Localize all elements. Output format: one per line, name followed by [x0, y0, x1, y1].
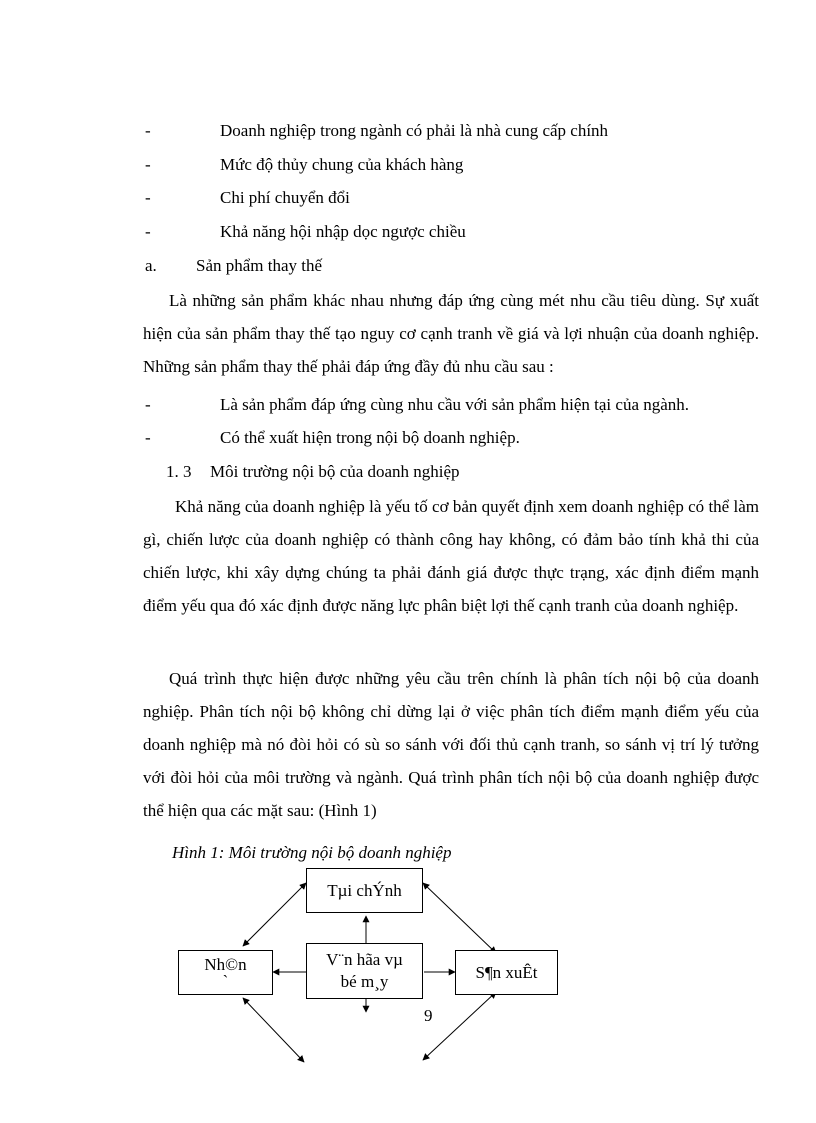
arrow-top-left — [243, 883, 306, 946]
section-a-title: Sản phẩm thay thế — [196, 256, 323, 275]
bullet-dash: - — [145, 395, 151, 414]
box-culture-organization — [306, 943, 423, 999]
bullet-dash: - — [145, 428, 151, 447]
arrow-bottom-right — [423, 992, 496, 1060]
box-finance-label: Tµi chÝnh — [327, 880, 402, 900]
figure-caption: Hình 1: Môi trường nội bộ doanh nghiệp — [172, 843, 452, 862]
paragraph-substitute-products: Là những sản phẩm khác nhau nhưng đáp ứng cùng mét nhu cầu tiêu dùng. Sự xuất hiện của sản phẩm thay thế tạo nguy cơ cạnh tranh về giá và lợi nhuận của doanh nghiệp. Những sản phẩm thay thế phải đáp ứng đầy đủ nhu cầu sau : — [143, 291, 759, 376]
box-center-line1: V¨n hãa vµ — [326, 950, 403, 969]
arrow-top-right — [423, 883, 496, 953]
box-production-label: S¶n xuÊt — [475, 962, 538, 982]
bullet-text: Là sản phẩm đáp ứng cùng nhu cầu với sản phẩm hiện tại của ngành. — [220, 395, 690, 414]
bullet-dash: - — [145, 188, 151, 207]
box-production — [455, 950, 558, 995]
section-13-title: Môi trường nội bộ của doanh nghiệp — [210, 462, 460, 481]
bullet-text: Chi phí chuyển đổi — [220, 188, 350, 207]
bullet-text: Mức độ thủy chung của khách hàng — [220, 155, 464, 174]
bullet-dash: - — [145, 155, 151, 174]
bullet-dash: - — [145, 222, 151, 241]
bullet-text: Doanh nghiệp trong ngành có phải là nhà cung cấp chính — [220, 121, 609, 140]
bullet-text: Có thể xuất hiện trong nội bộ doanh nghiệp. — [220, 428, 520, 447]
paragraph-capability: Khả năng của doanh nghiệp là yếu tố cơ bản quyết định xem doanh nghiệp có thể làm gì, chiến lược của doanh nghiệp có thành công hay không, có đảm bảo tính khả thi của chiến lược, khi xây dựng chúng ta phải đánh giá được thực trạng, xác định điểm mạnh điểm yếu qua đó xác định được năng lực phân biệt lợi thế cạnh tranh của doanh nghiệp. — [143, 497, 759, 615]
arrow-bottom-left — [243, 998, 304, 1062]
box-finance — [306, 868, 423, 913]
bullet-text: Khả năng hội nhập dọc ngược chiều — [220, 222, 466, 241]
page-number: 9 — [424, 1006, 433, 1025]
section-a-label: a. — [145, 256, 157, 275]
box-human-resources — [178, 950, 273, 995]
box-left-line1: Nh©n — [204, 954, 247, 974]
section-13-number: 1. 3 — [166, 462, 192, 481]
paragraph-internal-analysis: Quá trình thực hiện được những yêu cầu trên chính là phân tích nội bộ của doanh nghiệp. Phân tích nội bộ không chỉ dừng lại ở việc phân tích điểm mạnh điểm yếu của doanh nghiệp mà nó đòi hỏi có sù so sánh với đối thủ cạnh tranh, so sánh vị trí lý tưởng với đòi hỏi của môi trường và ngành. Quá trình phân tích nội bộ của doanh nghiệp được thể hiện qua các mặt sau: (Hình 1) — [143, 669, 759, 820]
box-center-line2: bé m¸y — [340, 972, 389, 991]
box-left-line2: ` — [222, 971, 229, 991]
bullet-dash: - — [145, 121, 151, 140]
